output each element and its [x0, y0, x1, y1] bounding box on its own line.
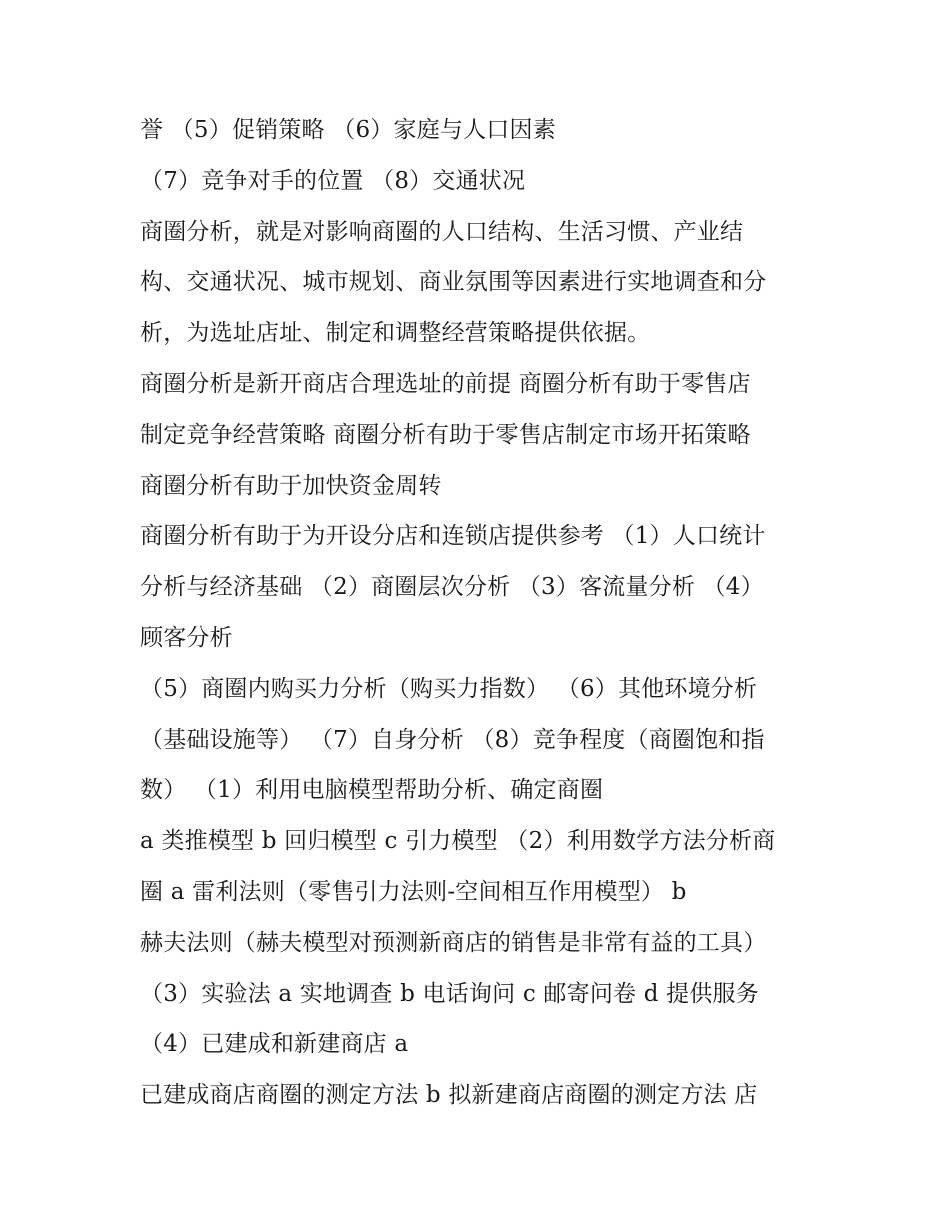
text-line: 分析与经济基础 （2）商圈层次分析 （3）客流量分析 （4） [140, 574, 764, 601]
text-line: 誉 （5）促销策略 （6）家庭与人口因素 [140, 117, 556, 143]
text-line: 商圈分析是新开商店合理选址的前提 商圈分析有助于零售店 [140, 370, 751, 397]
text-line: （5）商圈内购买力分析（购买力指数） （6）其他环境分析 [140, 675, 758, 702]
text-line: 商圈分析，就是对影响商圈的人口结构、生活习惯、产业结 [140, 218, 744, 245]
text-line: 顾客分析 [140, 624, 233, 651]
text-line: （7）竞争对手的位置 （8）交通状况 [140, 167, 526, 194]
text-line: 赫夫法则（赫夫模型对预测新商店的销售是非常有益的工具） [140, 929, 767, 956]
text-line: 圈 a 雷利法则（零售引力法则-空间相互作用模型） b [140, 878, 687, 905]
text-line: 数） （1）利用电脑模型帮助分析、确定商圈 [140, 777, 604, 804]
document-body [140, 108, 820, 1124]
text-line: 构、交通状况、城市规划、商业氛围等因素进行实地调查和分 [140, 269, 767, 296]
text-line: 已建成商店商圈的测定方法 b 拟新建商店商圈的测定方法 店 [140, 1082, 758, 1109]
text-line: a 类推模型 b 回归模型 c 引力模型 （2）利用数学方法分析商 [140, 828, 776, 855]
text-line: 商圈分析有助于为开设分店和连锁店提供参考 （1）人口统计 [140, 523, 766, 550]
text-line: （4）已建成和新建商店 a [140, 1031, 409, 1058]
text-line: （基础设施等） （7）自身分析 （8）竞争程度（商圈饱和指 [140, 726, 765, 753]
text-line: 商圈分析有助于加快资金周转 [140, 472, 442, 499]
text-line: 析，为选址店址、制定和调整经营策略提供依据。 [140, 320, 651, 347]
text-line: 制定竞争经营策略 商圈分析有助于零售店制定市场开拓策略 [140, 421, 751, 448]
text-line: （3）实验法 a 实地调查 b 电话询问 c 邮寄问卷 d 提供服务 [140, 980, 759, 1007]
